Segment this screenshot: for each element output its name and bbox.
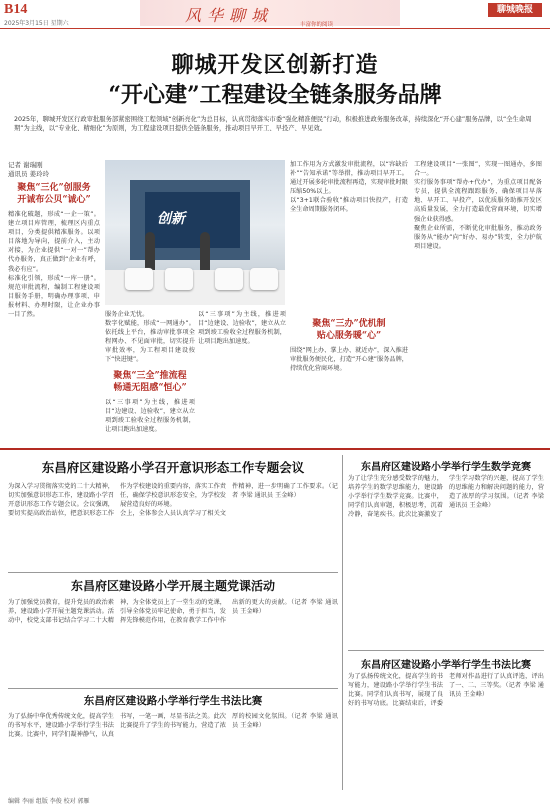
- page-footer: [0, 795, 550, 807]
- newspaper-logo: 聊城晚报: [488, 3, 542, 17]
- article-body: 为了让学生充分感受数学的魅力，培养学生的数学思维能力，建设路小学举行学生数学竞赛。比赛中，同学们认真审题，积极思考，沉着冷静，奋笔疾书。此次比赛激发了学生学习数学的兴趣，提高了学生的思维能力和解决问题的能力，营造了浓厚的学习氛围。（记者 李梁 通讯员 王金峰）: [348, 475, 544, 519]
- col2-body: 服务企业无忧。 数字化赋能，形成“一网通办”。依托线上平台，推动审批事项全程网办、不见面审批，切实提升审批效率，为工程项目建设按下“快进键”。: [105, 311, 195, 364]
- headline-line1: 聊城开发区创新打造: [171, 52, 379, 78]
- article-body: 为了弘扬中华优秀传统文化，提高学生的书写水平，建设路小学举行学生书法比赛。比赛中，同学们凝神静气，认真书写，一笔一画，尽显书法之美。此次比赛提升了学生的书写能力，营造了浓厚的校园文化氛围。（记者 李梁 通讯员 王金峰）: [8, 713, 338, 739]
- article-divider: [348, 650, 544, 651]
- header-rule: [0, 28, 550, 29]
- issue-date: 2025年3月15日 星期六: [4, 20, 69, 27]
- column-slogan: 丰富你的阅读: [300, 22, 334, 28]
- col4-body: 工程建设项目“一张图”，实现一图通办，多图合一。 实行服务事项“帮办+代办”，为重点项目配备专员，提供全流程跟踪服务，确保项目早落地、早开工、早投产，以优质服务助推开发区高质量发展，全力打造最优营商环境，切实增强企业获得感。 聚焦企业所需，不断优化审批服务，推动政务服务从“能办”向“好办、易办”转变，全力护航项目建设。: [414, 161, 542, 250]
- column-divider: [342, 455, 343, 790]
- col3-subheading: 聚焦“三办”优机制 贴心服务暖“心”: [312, 319, 386, 341]
- article-title: 东昌府区建设路小学举行学生书法比赛: [83, 695, 263, 707]
- section-divider: [0, 448, 550, 450]
- col2-subheading: 聚焦“三全”推流程 畅通无阻感“恒心”: [113, 371, 187, 393]
- article-body: 为了弘扬传统文化，提高学生的书写能力，建设路小学举行学生书法比赛。同学们认真书写，展现了良好的书写功底。比赛结束后，评委老师对作品进行了认真评选，评出了一、二、三等奖。（记者 李梁 通讯员 王金峰）: [348, 673, 544, 708]
- photo-chair: [250, 268, 278, 290]
- photo-person: [145, 232, 155, 270]
- photo-chair: [125, 268, 153, 290]
- page-header: [0, 0, 550, 30]
- photo-screen-text: 创新: [157, 211, 185, 227]
- byline: 记者 谢瑞刚 通讯员 姜玲玲: [8, 161, 50, 178]
- article-body: 为了加强党员教育，提升党员的政治素养，建设路小学开展主题党课活动。活动中，校党支部书记结合学习二十大精神，为全体党员上了一堂生动的党课，引导全体党员牢记使命，勇于担当，发挥先锋模范作用，在教育教学工作中作出新的更大的贡献。（记者 李梁 通讯员 王金峰）: [8, 599, 338, 625]
- col2-body-2: 以“三事项”为主线，推进项目“边建设、边验收”，建立从立项到竣工验收全过程服务机制，让项目跑出加速度。: [105, 399, 195, 434]
- col1-subheading: 聚焦“三化”创服务 开诚布公贝“诚心”: [17, 183, 91, 205]
- article-title: 东昌府区建设路小学召开意识形态工作专题会议: [41, 460, 305, 475]
- footer-editor: 编辑 李丽 组版 李俊 校对 郭雁: [8, 798, 90, 805]
- page-number: B14: [4, 2, 28, 17]
- lead-paragraph: 2025年，聊城开发区行政审批服务部紧密围绕工程领域“创新亮化”为总目标，认真贯彻落实市委“强化精准便民”行动，积极推进政务服务改革，持续深化“开心建”服务品牌，以“全生命周期”为主线，以“专业化、精细化”为原则，为工程建设项目提供全链条服务，推动项目早开工、早投产、早见效。: [14, 116, 532, 132]
- col1-body: 精准化破题，形成“一企一策”。建立项目库管理，梳理区内重点项目，分类提供精准服务。以项目落地为导向，提前介入，主动对接，为企业提供“一对一”帮办代办服务，真正做到“企业有呼，我必有应”。 标准化引领，形成“一库一册”。规范审批流程，编制工程建设项目服务手册，明确办理事项、申报材料、办理时限，让企业办事一目了然。: [8, 211, 100, 319]
- article-divider: [8, 572, 338, 573]
- article-title: 东昌府区建设路小学开展主题党课活动: [70, 579, 275, 593]
- col2b-body: 以“三事项”为主线，推进项目“边建设、边验收”，建立从立项到竣工验收全过程服务机制，让项目跑出加速度。: [198, 311, 286, 346]
- news-photo: [105, 160, 285, 305]
- photo-chair: [165, 268, 193, 290]
- article-title: 东昌府区建设路小学举行学生数学竞赛: [361, 462, 531, 473]
- article-body: 为深入学习贯彻落实党的二十大精神，切实加强意识形态工作，建设路小学召开意识形态工作专题会议。会议强调，要切实提高政治站位，把意识形态工作作为学校建设的重要内容，落实工作责任，确保学校意识形态安全，为学校发展营造良好的环境。 会上，全体参会人员认真学习了相关文件精神，进一步明确了工作要求。（记者 李梁 通讯员 王金峰）: [8, 483, 338, 518]
- photo-chair: [215, 268, 243, 290]
- article-divider: [8, 688, 338, 689]
- column-banner-title: 风华聊城: [185, 6, 274, 25]
- headline-line2: “开心建”工程建设全链条服务品牌: [108, 82, 442, 108]
- col3-body: 加工作用为方式激发审批流程，以“容缺后补”“告知承诺”等举措，推动项目早开工。通过开展多轮审批流程再造，实现审批时限压缩50%以上。 以“3+1联合验收”推动项目快投产，打造全生命周期服务闭环。: [290, 161, 408, 214]
- col3-body-2: 围绕“网上办、掌上办、就近办”，深入推进审批服务便民化，打造“开心建”服务品牌，持续优化营商环境。: [290, 347, 408, 373]
- photo-person: [200, 232, 210, 270]
- article-title: 东昌府区建设路小学举行学生书法比赛: [361, 660, 531, 671]
